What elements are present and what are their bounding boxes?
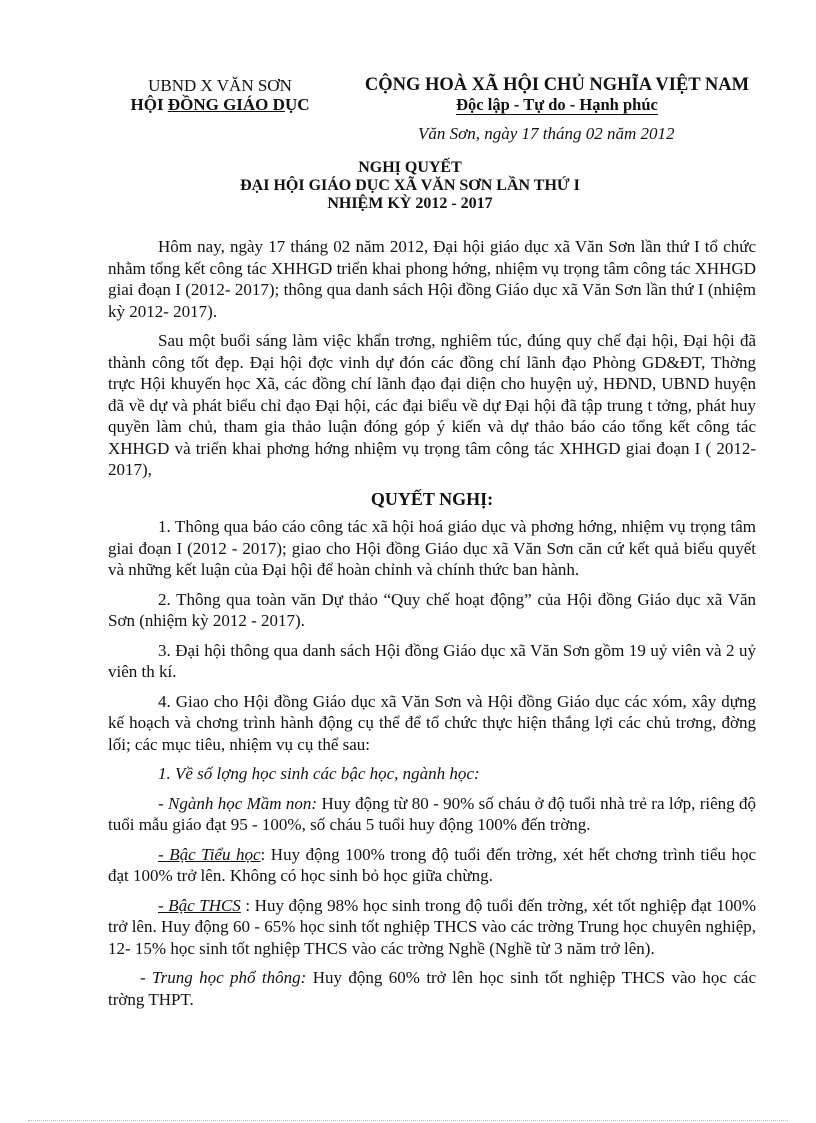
- resolution-item-2: 2. Thông qua toàn văn Dự thảo “Quy chế hoạt động” của Hội đồng Giáo dục xã Văn Sơn (nhiệm kỳ 2012 - 2017).: [108, 589, 756, 630]
- issuing-authority: [100, 76, 340, 114]
- document-title: [100, 159, 720, 213]
- document-date: Văn Sơn, ngày 17 tháng 02 năm 2012: [418, 124, 675, 143]
- section-heading-enrollment: 1. Về số lợng học sinh các bậc học, ngành học:: [158, 764, 480, 783]
- paragraph-summary: Sau một buổi sáng làm việc khẩn trơng, nghiêm túc, đúng quy chế đại hội, Đại hội đã thành công tốt đẹp. Đại hội đợc vinh dự đón các đồng chí lãnh đạo Phòng GD&ĐT, Thờng trực Hội khuyến học Xã, các đồng chí lãnh đạo đại diện cho huyện uỷ, HĐND, UBND huyện đã về dự và phát biểu chỉ đạo Đại hội, các đại biểu về dự Đại hội đã tập trung t tởng, phát huy quyền làm chủ, tham gia thảo luận đóng góp ý kiến và dự thảo báo cáo tổng kết công tác XHHGD và triển khai phơng hớng nhiệm vụ trọng tâm công tác XHHGD giai đoạn I ( 2012- 2017),: [108, 331, 756, 479]
- authority-line-1: UBND X VĂN SƠN: [148, 76, 292, 95]
- primary-target: - Bậc Tiểu học: Huy động 100% trong độ tuổi đến trờng, xét hết chơng trình tiểu học đạt 100% trở lên. Không có học sinh bỏ học giữa chừng.: [108, 844, 756, 885]
- national-motto: [352, 76, 762, 114]
- title-line-3: NHIỆM KỲ 2012 - 2017: [327, 195, 493, 212]
- title-line-2: ĐẠI HỘI GIÁO DỤC XÃ VĂN SƠN LẦN THỨ I: [240, 177, 580, 194]
- upper-secondary-target: - Trung học phổ thông: Huy động 60% trở lên học sinh tốt nghiệp THCS vào học các trờng THPT.: [108, 968, 756, 1009]
- resolution-item-3: 3. Đại hội thông qua danh sách Hội đồng Giáo dục xã Văn Sơn gồm 19 uỷ viên và 2 uỷ viên th kí.: [108, 640, 756, 681]
- paragraph-intro: Hôm nay, ngày 17 tháng 02 năm 2012, Đại hội giáo dục xã Văn Sơn lần thứ I tổ chức nhằm tổng kết công tác XHHGD triển khai phong hớng, nhiệm vụ trọng tâm công tác XHHGD giai đoạn I (2012- 2017); thông qua danh sách Hội đồng Giáo dục xã Văn Sơn lần thứ I (nhiệm kỳ 2012- 2017).: [108, 237, 756, 321]
- lower-secondary-target: - Bậc THCS : Huy động 98% học sinh trong độ tuổi đến trờng, xét tốt nghiệp đạt 100% trở lên. Huy động 60 - 65% học sinh tốt nghiệp THCS vào các trờng Trung học chuyên nghiệp, 12- 15% học sinh tốt nghiệp THCS vào các trờng Nghề (Nghề từ 3 năm trở lên).: [108, 895, 756, 958]
- authority-line-2: HỘI ĐỒNG GIÁO DỤC: [130, 95, 310, 114]
- preschool-target: - Ngành học Mầm non: Huy động từ 80 - 90% số cháu ở độ tuổi nhà trẻ ra lớp, riêng độ tuổi mẫu giáo đạt 95 - 100%, số cháu 5 tuổi huy động 100% đến trờng.: [108, 793, 756, 834]
- resolution-heading: QUYẾT NGHỊ:: [370, 488, 494, 509]
- title-line-1: NGHỊ QUYẾT: [358, 159, 462, 176]
- nation-title: CỘNG HOÀ XÃ HỘI CHỦ NGHĨA VIỆT NAM: [364, 75, 750, 95]
- resolution-item-4: 4. Giao cho Hội đồng Giáo dục xã Văn Sơn và Hội đồng Giáo dục các xóm, xây dựng kế hoạch và chơng trình hành động cụ thể để tổ chức thực hiện thắng lợi các chủ trơng, đờng lối; các mục tiêu, nhiệm vụ cụ thể sau:: [108, 691, 756, 754]
- nation-motto-line: Độc lập - Tự do - Hạnh phúc: [456, 95, 658, 114]
- document-body: [108, 236, 756, 1018]
- resolution-item-1: 1. Thông qua báo cáo công tác xã hội hoá giáo dục và phơng hớng, nhiệm vụ trọng tâm giai đoạn I (2012 - 2017); giao cho Hội đồng Giáo dục xã Văn Sơn căn cứ kết quả biểu quyết và những kết luận của Đại hội để hoàn chỉnh và chính thức ban hành.: [108, 517, 756, 579]
- page-bottom-rule: [28, 1120, 788, 1122]
